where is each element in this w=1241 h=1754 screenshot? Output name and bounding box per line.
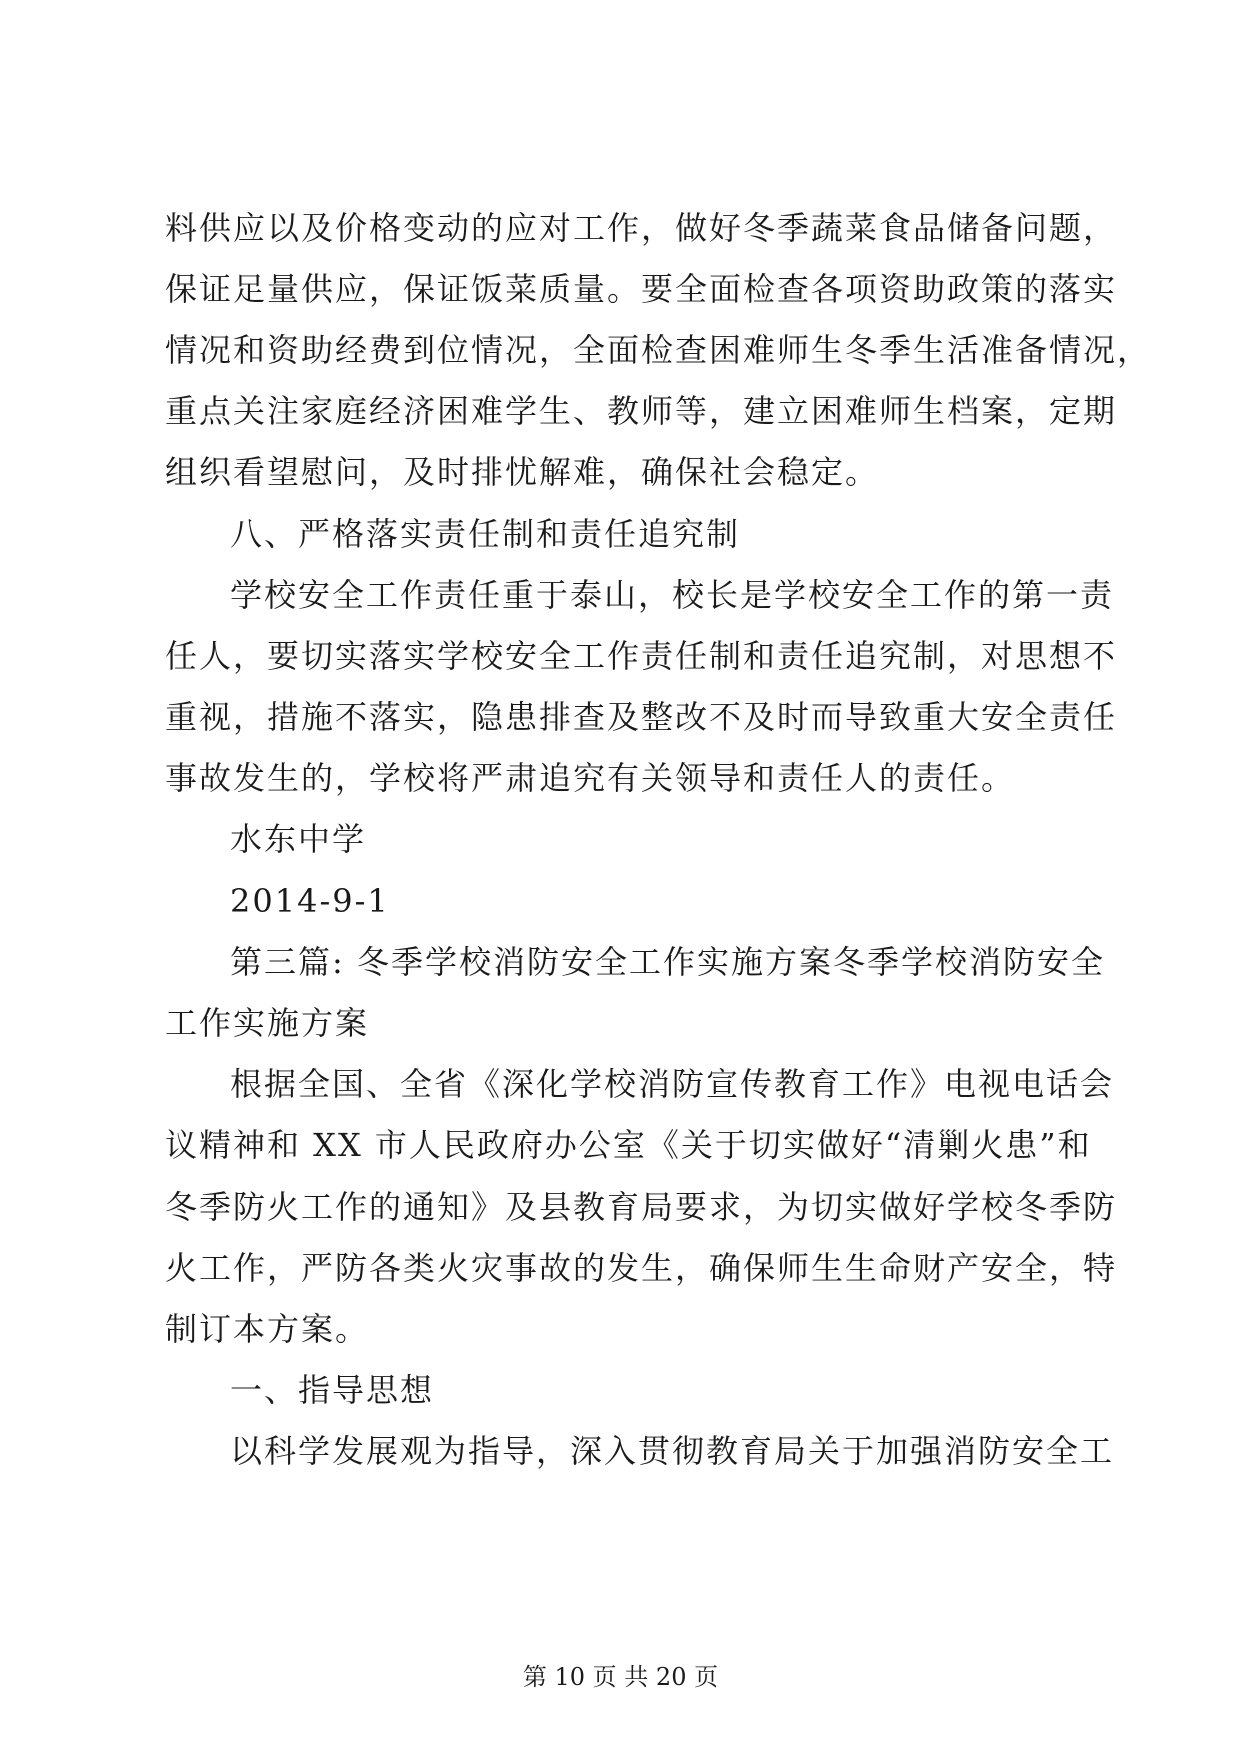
text-line: 任人，要切实落实学校安全工作责任制和责任追究制，对思想不 (165, 637, 1118, 675)
text-line: 根据全国、全省《深化学校消防宣传教育工作》电视电话会 (230, 1065, 1115, 1103)
date-line: 2014-9-1 (230, 882, 390, 920)
text-line: 制订本方案。 (165, 1310, 370, 1348)
text-line: 冬季防火工作的通知》及县教育局要求，为切实做好学校冬季防 (165, 1188, 1118, 1226)
text-line: 议精神和 XX 市人民政府办公室《关于切实做好“清剿火患”和 (165, 1126, 1092, 1164)
text-line: 以科学发展观为指导，深入贯彻教育局关于加强消防安全工 (230, 1432, 1115, 1470)
section-heading: 八、严格落实责任制和责任追究制 (230, 515, 741, 553)
text-line: 事故发生的，学校将严肃追究有关领导和责任人的责任。 (165, 759, 1016, 797)
text-line: 学校安全工作责任重于泰山，校长是学校安全工作的第一责 (230, 576, 1115, 614)
text-line: 料供应以及价格变动的应对工作，做好冬季蔬菜食品储备问题， (165, 209, 1118, 247)
text-line: 保证足量供应，保证饭菜质量。要全面检查各项资助政策的落实 (165, 270, 1118, 308)
text-line: 重视，措施不落实，隐患排查及整改不及时而导致重大安全责任 (165, 698, 1118, 736)
article-title-continued: 工作实施方案 (165, 1004, 370, 1042)
text-line: 火工作，严防各类火灾事故的发生，确保师生生命财产安全，特 (165, 1249, 1118, 1287)
page-number-footer: 第 10 页 共 20 页 (522, 1663, 719, 1691)
text-line: 情况和资助经费到位情况，全面检查困难师生冬季生活准备情况， (165, 331, 1152, 369)
article-title: 第三篇: 冬季学校消防安全工作实施方案冬季学校消防安全 (230, 943, 1105, 981)
school-name: 水东中学 (230, 820, 367, 858)
section-heading: 一、指导思想 (230, 1371, 435, 1409)
text-line: 组织看望慰问，及时排忧解难，确保社会稳定。 (165, 453, 880, 491)
text-line: 重点关注家庭经济困难学生、教师等，建立困难师生档案，定期 (165, 392, 1118, 430)
